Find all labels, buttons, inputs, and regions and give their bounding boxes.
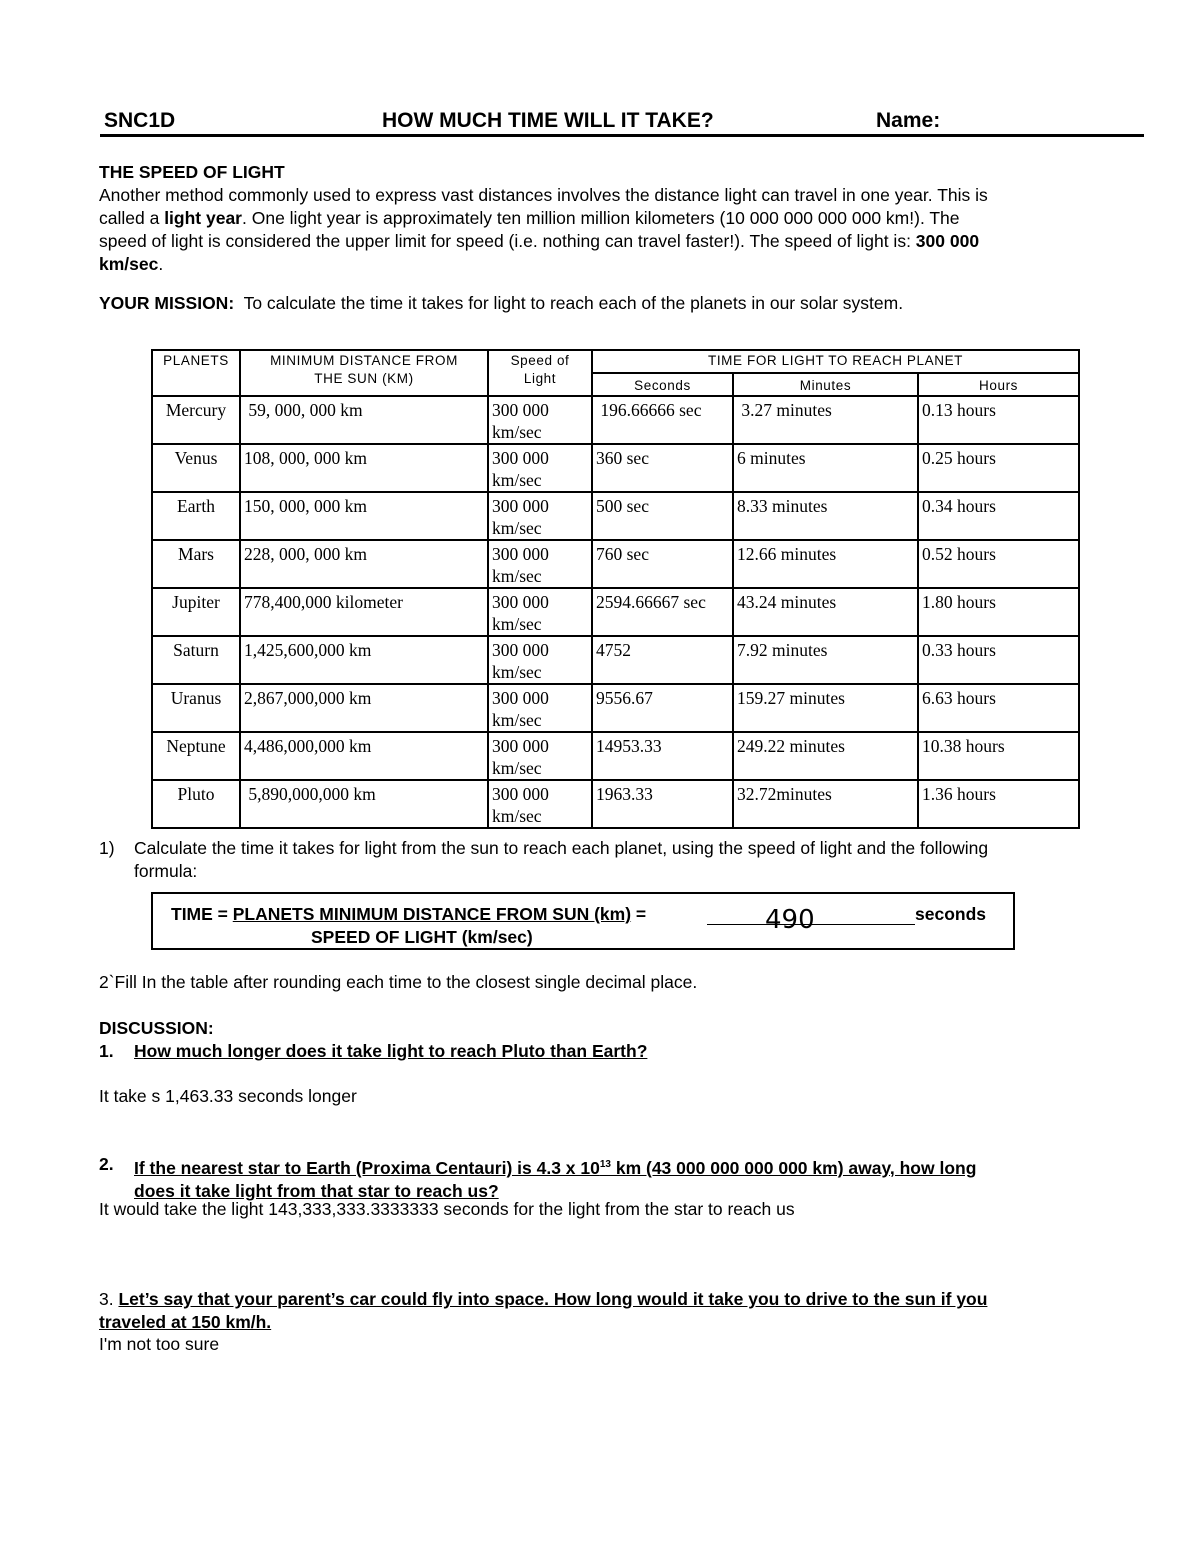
cell-speed: 300 000 km/sec: [488, 396, 592, 444]
cell-distance: 5,890,000,000 km: [240, 780, 488, 828]
page-title: HOW MUCH TIME WILL IT TAKE?: [382, 109, 714, 132]
cell-distance: 150, 000, 000 km: [240, 492, 488, 540]
d2-number: 2.: [99, 1154, 114, 1174]
d3-answer: I'm not too sure: [99, 1334, 220, 1354]
formula-numerator: PLANETS MINIMUM DISTANCE FROM SUN (km): [232, 904, 632, 924]
name-label: Name:: [876, 109, 941, 132]
header-seconds: Seconds: [592, 373, 733, 396]
intro-line-3: speed of light is considered the upper limit for speed (i.e. nothing can travel faster!). The speed of light is: 300 000: [99, 231, 980, 251]
intro-section: [99, 161, 1149, 276]
header-hours: Hours: [918, 373, 1079, 396]
cell-distance: 1,425,600,000 km: [240, 636, 488, 684]
cell-hours: 10.38 hours: [918, 732, 1079, 780]
cell-seconds: 4752: [592, 636, 733, 684]
cell-hours: 0.25 hours: [918, 444, 1079, 492]
table-row: [152, 636, 1079, 684]
cell-minutes: 32.72minutes: [733, 780, 918, 828]
cell-distance: 108, 000, 000 km: [240, 444, 488, 492]
header-time: TIME FOR LIGHT TO REACH PLANET: [592, 350, 1079, 373]
cell-planet: Pluto: [152, 780, 240, 828]
d2-question: If the nearest star to Earth (Proxima Centauri) is 4.3 x $10^{13}$ km (43 000 000 000 000 km) away, how long does it take light from that star to reach us?: [134, 1157, 977, 1201]
cell-hours: 0.52 hours: [918, 540, 1079, 588]
d1-question: How much longer does it take light to reach Pluto than Earth?: [134, 1041, 648, 1061]
intro-line-2: called a light year. One light year is approximately ten million million kilometers (10 000 000 000 000 km!). The: [99, 208, 960, 228]
table-row: [152, 444, 1079, 492]
header-distance: MINIMUM DISTANCE FROM THE SUN (KM): [240, 350, 488, 396]
formula-denominator: SPEED OF LIGHT (km/sec): [311, 927, 533, 947]
planet-table: [151, 349, 1080, 829]
cell-hours: 0.34 hours: [918, 492, 1079, 540]
table-row: [152, 588, 1079, 636]
table-row: [152, 780, 1079, 828]
table-row: [152, 540, 1079, 588]
cell-hours: 6.63 hours: [918, 684, 1079, 732]
d3-question: 3. Let’s say that your parent’s car could fly into space. How long would it take you to drive to the sun if you traveled at 150 km/h.: [99, 1289, 988, 1332]
cell-minutes: 249.22 minutes: [733, 732, 918, 780]
cell-seconds: 760 sec: [592, 540, 733, 588]
mission-line: [99, 292, 1149, 315]
intro-line-4: km/sec.: [99, 254, 164, 274]
cell-seconds: 9556.67: [592, 684, 733, 732]
cell-speed: 300 000 km/sec: [488, 684, 592, 732]
mission-text: To calculate the time it takes for light to reach each of the planets in our solar system.: [243, 293, 904, 313]
cell-planet: Earth: [152, 492, 240, 540]
formula-box: [151, 892, 1015, 950]
cell-speed: 300 000 km/sec: [488, 636, 592, 684]
d1-number: 1.: [99, 1041, 114, 1061]
cell-speed: 300 000 km/sec: [488, 540, 592, 588]
q1-number: 1): [99, 838, 115, 858]
cell-planet: Jupiter: [152, 588, 240, 636]
table-row: [152, 732, 1079, 780]
q2-text: 2`Fill In the table after rounding each time to the closest single decimal place.: [99, 972, 698, 992]
formula-unit: seconds: [915, 904, 986, 924]
header-speed: Speed of Light: [488, 350, 592, 396]
cell-speed: 300 000 km/sec: [488, 780, 592, 828]
header-rule: [100, 134, 1144, 137]
cell-speed: 300 000 km/sec: [488, 444, 592, 492]
cell-seconds: 1963.33: [592, 780, 733, 828]
cell-distance: 778,400,000 kilometer: [240, 588, 488, 636]
table-row: [152, 492, 1079, 540]
cell-minutes: 12.66 minutes: [733, 540, 918, 588]
cell-hours: 0.33 hours: [918, 636, 1079, 684]
cell-planet: Saturn: [152, 636, 240, 684]
cell-seconds: 2594.66667 sec: [592, 588, 733, 636]
cell-hours: 1.36 hours: [918, 780, 1079, 828]
cell-seconds: 14953.33: [592, 732, 733, 780]
cell-minutes: 6 minutes: [733, 444, 918, 492]
mission-label: YOUR MISSION:: [99, 293, 235, 313]
table-row: [152, 396, 1079, 444]
cell-distance: 4,486,000,000 km: [240, 732, 488, 780]
d1-answer: It take s 1,463.33 seconds longer: [99, 1086, 357, 1106]
cell-hours: 0.13 hours: [918, 396, 1079, 444]
cell-speed: 300 000 km/sec: [488, 588, 592, 636]
cell-seconds: 500 sec: [592, 492, 733, 540]
header-minutes: Minutes: [733, 373, 918, 396]
cell-planet: Neptune: [152, 732, 240, 780]
course-code: SNC1D: [104, 109, 176, 132]
cell-distance: 2,867,000,000 km: [240, 684, 488, 732]
q1-text: Calculate the time it takes for light from the sun to reach each planet, using the speed of light and the following formula:: [134, 838, 989, 881]
cell-minutes: 8.33 minutes: [733, 492, 918, 540]
cell-hours: 1.80 hours: [918, 588, 1079, 636]
intro-heading: THE SPEED OF LIGHT: [99, 162, 285, 182]
cell-distance: 59, 000, 000 km: [240, 396, 488, 444]
cell-seconds: 196.66666 sec: [592, 396, 733, 444]
cell-planet: Mercury: [152, 396, 240, 444]
discussion-heading: DISCUSSION:: [99, 1018, 214, 1038]
cell-minutes: 7.92 minutes: [733, 636, 918, 684]
cell-planet: Mars: [152, 540, 240, 588]
cell-speed: 300 000 km/sec: [488, 732, 592, 780]
formula-line: TIME = PLANETS MINIMUM DISTANCE FROM SUN (km) =: [171, 904, 647, 924]
cell-speed: 300 000 km/sec: [488, 492, 592, 540]
d2-answer: It would take the light 143,333,333.3333333 seconds for the light from the star to reach us: [99, 1199, 795, 1219]
cell-planet: Uranus: [152, 684, 240, 732]
header-planets: PLANETS: [152, 350, 240, 396]
table-row: [152, 684, 1079, 732]
cell-minutes: 3.27 minutes: [733, 396, 918, 444]
intro-line-1: Another method commonly used to express vast distances involves the distance light can travel in one year. This is: [99, 185, 988, 205]
cell-seconds: 360 sec: [592, 444, 733, 492]
formula-answer: 490: [765, 905, 815, 935]
cell-distance: 228, 000, 000 km: [240, 540, 488, 588]
cell-minutes: 43.24 minutes: [733, 588, 918, 636]
cell-minutes: 159.27 minutes: [733, 684, 918, 732]
cell-planet: Venus: [152, 444, 240, 492]
